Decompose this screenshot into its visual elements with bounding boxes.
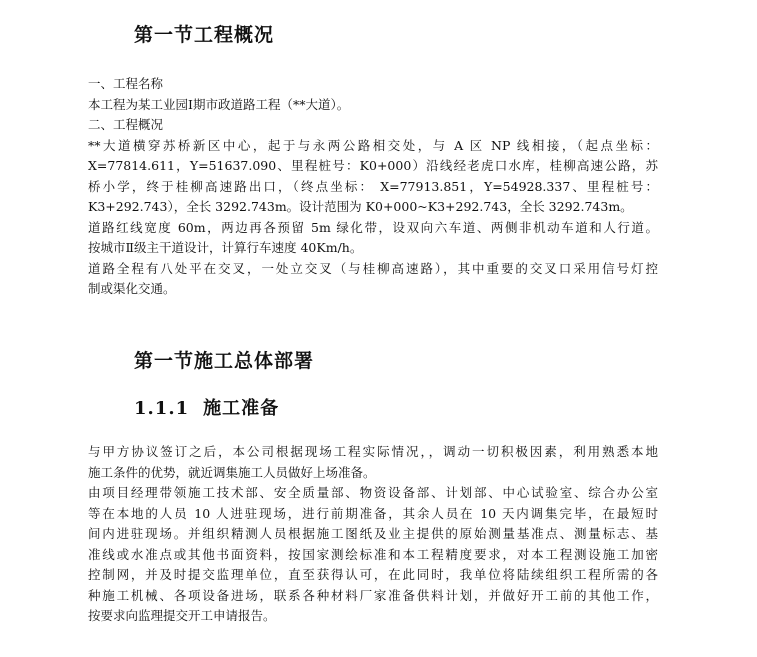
paragraph-line: 本工程为某工业园Ⅰ期市政道路工程（**大道）。 [88,96,350,112]
heading-project-overview: 二、工程概况 [88,117,164,132]
section1-body [88,74,658,300]
paragraph-line: 控制网，并及时提交监理单位，直至获得认可，在此同时，我单位将陆续组织工程所需的各 [88,567,658,582]
paragraph-line: 间内进驻现场。并组织精测人员根据施工图纸及业主提供的原始测量基准点、测量标志、基 [88,526,658,541]
subsection-title [134,394,279,420]
subsection-name: 施工准备 [203,398,280,419]
paragraph-line: 按城市Ⅱ级主干道设计，计算行车速度 40Km/h。 [88,240,363,255]
paragraph-line: 桥小学，终于桂柳高速路出口，（终点坐标： X=77913.851，Y=54928.337、里程桩号： [88,178,658,194]
section1-title: 第一节工程概况 [134,24,275,46]
paragraph-line: X=77814.611，Y=51637.090、里程桩号：K0+000）沿线经老虎口水库，桂柳高速公路，苏 [88,158,658,173]
section2-title: 第一节施工总体部署 [134,350,315,372]
paragraph-line: 按要求向监理提交开工申请报告。 [88,608,276,623]
subsection-number: 1.1.1 [134,398,190,419]
paragraph-line: **大道横穿苏桥新区中心，起于与永两公路相交处，与 A 区 NP 线相接，（起点坐标： [88,137,658,153]
section2-body [88,442,658,627]
paragraph-line: 制或渠化交通。 [88,281,176,296]
heading-project-name: 一、工程名称 [88,76,164,91]
paragraph-line: 与甲方协议签订之后，本公司根据现场工程实际情况，，调动一切积极因素，利用熟悉本地 [88,444,658,459]
paragraph-line: 道路全程有八处平在交叉，一处立交叉（与桂柳高速路），其中重要的交叉口采用信号灯控 [88,260,658,276]
paragraph-line: K3+292.743），全长 3292.743m。设计范围为 K0+000~K3+292.743，全长 3292.743m。 [88,199,633,214]
paragraph-line: 种施工机械、各项设备进场，联系各种材料厂家准备供料计划，并做好开工前的其他工作， [88,587,658,603]
paragraph-line: 由项目经理带领施工技术部、安全质量部、物资设备部、计划部、中心试验室、综合办公室 [88,485,658,500]
paragraph-line: 施工条件的优势，就近调集施工人员做好上场准备。 [88,464,376,480]
paragraph-line: 准线或水准点或其他书面资料，按国家测绘标准和本工程精度要求，对本工程测设施工加密 [88,546,658,562]
paragraph-line: 等在本地的人员 10 人进驻现场，进行前期准备，其余人员在 10 天内调集完毕，在最短时 [88,505,658,521]
paragraph-line: 道路红线宽度 60m，两边再各预留 5m 绿化带，设双向六车道、两侧非机动车道和人行道。 [88,219,658,235]
